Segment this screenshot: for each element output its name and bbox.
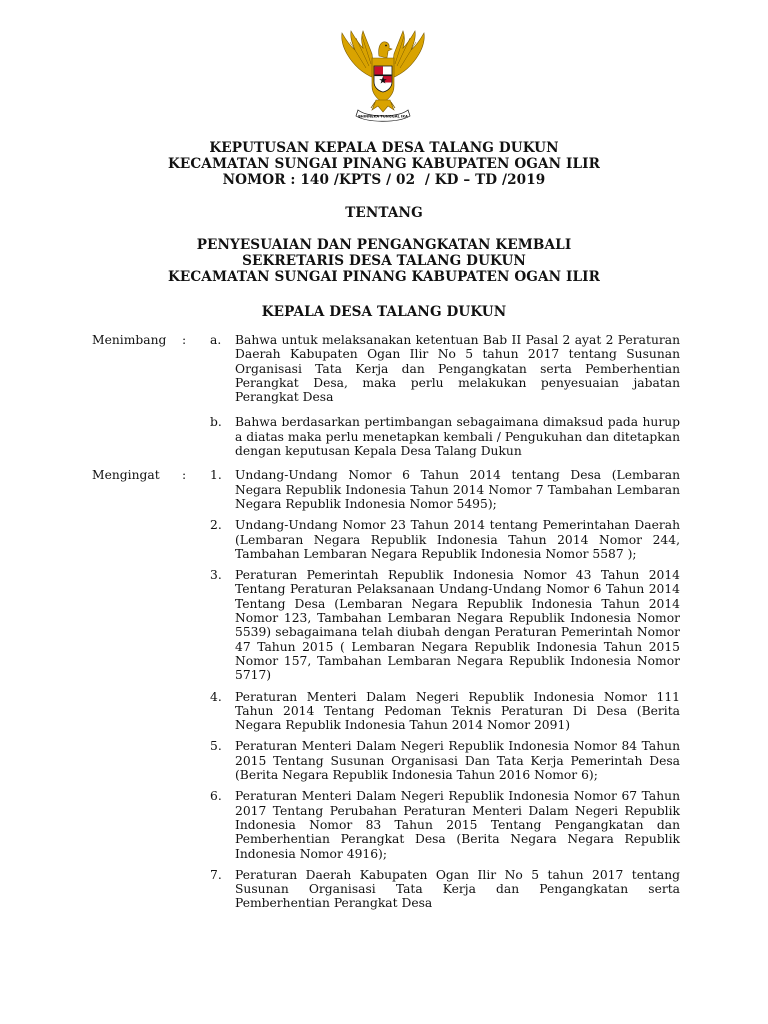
item-text: Peraturan Menteri Dalam Negeri Republik Indonesia Nomor 67 Tahun 2017 Tentang Perubahan Peraturan Menteri Dalam Negeri Republik Indonesia Nomor 83 Tahun 2015 Tentang Pengangkatan dan Pemberhentian Perangkat Desa (Berita Negara Negara Republik Indonesia Nomor 4916); — [235, 789, 680, 861]
list-item — [210, 415, 680, 458]
mengingat-label: Mengingat — [92, 468, 160, 483]
about-heading: TENTANG — [345, 205, 423, 221]
mengingat-items — [210, 468, 680, 910]
decree-title-line-1: KEPUTUSAN KEPALA DESA TALANG DUKUN — [209, 140, 559, 156]
item-text: Peraturan Daerah Kabupaten Ogan Ilir No 5 tahun 2017 tentang Susunan Organisasi Tata Kerja dan Pengangkatan serta Pemberhentian Perangkat Desa — [235, 867, 680, 911]
item-marker: 4. — [210, 689, 222, 704]
menimbang-items — [210, 333, 680, 458]
list-item — [210, 789, 680, 860]
list-item — [210, 690, 680, 733]
item-marker: 1. — [210, 468, 222, 483]
subject-line-3: KECAMATAN SUNGAI PINANG KABUPATEN OGAN ILIR — [168, 269, 600, 285]
item-text: Undang-Undang Nomor 23 Tahun 2014 tentang Pemerintahan Daerah (Lembaran Negara Republik Indonesia Tahun 2014 Nomor 244, Tambahan Lembaran Negara Republik Indonesia Nomor 5587 ); — [235, 518, 680, 561]
item-marker: a. — [210, 333, 222, 347]
mengingat-colon: : — [182, 468, 187, 483]
decree-title-line-2: KECAMATAN SUNGAI PINANG KABUPATEN OGAN ILIR — [168, 156, 600, 172]
list-item — [210, 468, 680, 511]
menimbang-section — [92, 333, 680, 458]
list-item — [210, 333, 680, 404]
garuda-pancasila-emblem-icon — [328, 28, 438, 124]
list-item — [210, 739, 680, 782]
item-text: Peraturan Pemerintah Republik Indonesia Nomor 43 Tahun 2014 Tentang Peraturan Pelaksanaan Undang-Undang Nomor 6 Tahun 2014 Tentang Desa (Lembaran Negara Republik Indonesia Tahun 2014 Nomor 123, Tambahan Lembaran Negara Republik Indonesia Nomor 5539) sebagaimana telah diubah dengan Peraturan Pemerintah Nomor 47 Tahun 2015 ( Lembaran Negara Republik Indonesia Tahun 2015 Nomor 157, Tambahan Lembaran Negara Republik Indonesia Nomor 5717) — [235, 568, 680, 683]
item-text: Undang-Undang Nomor 6 Tahun 2014 tentang Desa (Lembaran Negara Republik Indonesia Tahun 2014 Nomor 7 Tambahan Lembaran Negara Republik Indonesia Nomor 5495); — [235, 468, 680, 511]
menimbang-colon: : — [182, 333, 187, 347]
issuer-heading: KEPALA DESA TALANG DUKUN — [261, 304, 507, 320]
subject-line-1: PENYESUAIAN DAN PENGANGKATAN KEMBALI — [196, 237, 572, 253]
item-marker: 5. — [210, 739, 222, 754]
emblem-motto: BHINNEKA TUNGGAL IKA — [358, 114, 408, 119]
decree-body — [92, 333, 680, 911]
item-marker: 6. — [210, 789, 222, 804]
item-marker: 3. — [210, 568, 222, 583]
list-item — [210, 868, 680, 911]
document-header — [0, 140, 768, 320]
item-text: Bahwa berdasarkan pertimbangan sebagaimana dimaksud pada hurup a diatas maka perlu menetapkan kembali / Pengukuhan dan ditetapkan dengan keputusan Kepala Desa Talang Dukun — [235, 415, 680, 459]
list-item — [210, 518, 680, 561]
menimbang-label: Menimbang — [92, 333, 167, 347]
list-item — [210, 568, 680, 682]
subject-line-2: SEKRETARIS DESA TALANG DUKUN — [242, 253, 526, 269]
item-marker: b. — [210, 415, 222, 430]
item-text: Peraturan Menteri Dalam Negeri Republik Indonesia Nomor 111 Tahun 2014 Tentang Pedoman Teknis Peraturan Di Desa (Berita Negara Republik Indonesia Tahun 2014 Nomor 2091) — [235, 689, 680, 733]
item-marker: 7. — [210, 867, 222, 882]
item-text: Peraturan Menteri Dalam Negeri Republik Indonesia Nomor 84 Tahun 2015 Tentang Susunan Organisasi Dan Tata Kerja Pemerintah Desa (Berita Negara Republik Indonesia Tahun 2016 Nomor 6); — [235, 739, 680, 783]
item-text: Bahwa untuk melaksanakan ketentuan Bab II Pasal 2 ayat 2 Peraturan Daerah Kabupaten Ogan Ilir No 5 tahun 2017 tentang Susunan Organisasi Tata Kerja dan Pengangkatan serta Pemberhentian Perangkat Desa, maka perlu melakukan penyesuaian jabatan Perangkat Desa — [235, 333, 680, 405]
decree-number: NOMOR : 140 /KPTS / 02 / KD – TD /2019 — [222, 172, 546, 188]
item-marker: 2. — [210, 518, 222, 533]
mengingat-section — [92, 468, 680, 910]
